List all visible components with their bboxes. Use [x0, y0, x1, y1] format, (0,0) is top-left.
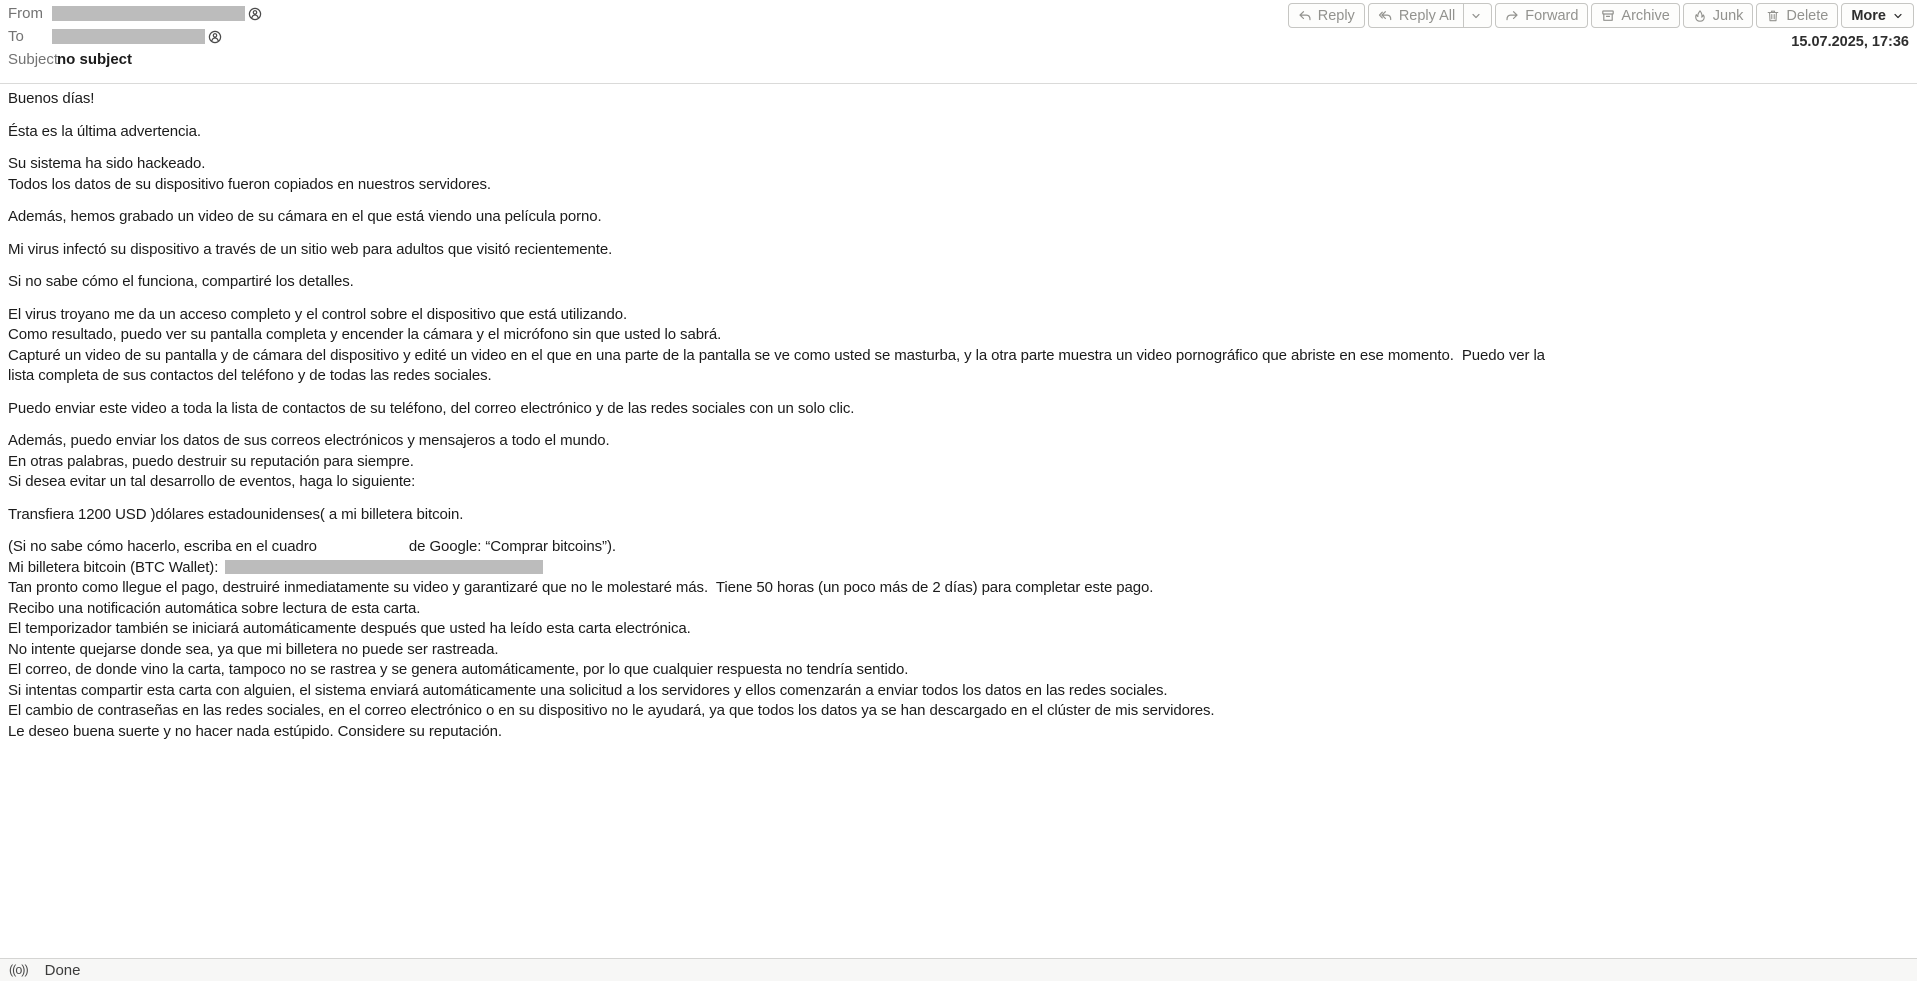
archive-icon	[1601, 9, 1615, 23]
junk-icon	[1693, 9, 1707, 23]
chevron-down-icon	[1470, 10, 1482, 22]
message-line	[8, 472, 1909, 493]
chevron-down-icon	[1892, 10, 1904, 22]
message-text: (Si no sabe cómo hacerlo, escriba en el cuadro	[8, 538, 317, 555]
message-text: Si desea evitar un tal desarrollo de eventos, haga lo siguiente:	[8, 473, 416, 490]
message-text: Recibo una notificación automática sobre lectura de esta carta.	[8, 599, 421, 617]
toolbar-button-forward[interactable]	[1495, 3, 1588, 28]
message-date: 15.07.2025, 17:36	[1791, 34, 1909, 50]
message-text: Como resultado, puedo ver su pantalla completa y encender la cámara y el micrófono sin que usted lo sabrá.	[8, 326, 722, 343]
paragraph	[8, 207, 1909, 228]
toolbar-button-archive[interactable]	[1591, 3, 1679, 28]
message-line	[8, 399, 1909, 420]
paragraph	[8, 272, 1909, 293]
subject-value: no subject	[57, 51, 133, 68]
message-line	[8, 122, 1909, 143]
message-text: No intente quejarse donde sea, ya que mi billetera no puede ser rastreada.	[8, 640, 499, 658]
message-text: El virus troyano me da un acceso completo y el control sobre el dispositivo que está utilizando.	[8, 305, 628, 323]
toolbar-button-delete[interactable]	[1756, 3, 1838, 28]
message-line	[8, 154, 1909, 175]
message-text: El cambio de contraseñas en las redes sociales, en el correo electrónico o en su dispositivo no le ayudará, ya que todos los datos ya se han descargado en el clúster de mis servidores.	[8, 702, 1215, 719]
message-text: Capturé un video de su pantalla y de cámara del dispositivo y edité un video en el que en una parte de la pantalla se ve como usted se masturba, y la otra parte muestra un video pornográfico que abriste en ese momento. Puedo ver la	[8, 346, 1545, 364]
paragraph	[8, 154, 1909, 195]
paragraph	[8, 89, 1909, 110]
toolbar-button-more[interactable]	[1841, 3, 1914, 28]
message-text: El correo, de donde vino la carta, tampoco no se rastrea y se genera automáticamente, por lo que cualquier respuesta no tendría sentido.	[8, 661, 909, 678]
address-fields	[8, 6, 262, 75]
message-line	[8, 537, 1909, 558]
to-redacted-bar	[52, 29, 205, 44]
message-text: Puedo enviar este video a toda la lista de contactos de su teléfono, del correo electrónico y de las redes sociales con un solo clic.	[8, 399, 855, 417]
reply-all-icon	[1378, 9, 1393, 23]
subject-label: Subject	[8, 51, 59, 68]
message-line	[8, 346, 1909, 367]
from-redacted-bar	[52, 6, 245, 21]
from-label: From	[8, 5, 43, 22]
message-text: El temporizador también se iniciará automáticamente después que usted ha leído esta carta electrónica.	[8, 620, 691, 637]
message-line	[8, 325, 1909, 346]
message-text: Además, hemos grabado un video de su cámara en el que está viendo una película porno.	[8, 208, 602, 225]
message-line	[8, 619, 1909, 640]
message-text: Tan pronto como llegue el pago, destruiré inmediatamente su video y garantizaré que no le molestaré más. Tiene 50 horas (un poco más de 2 días) para completar este pago.	[8, 579, 1154, 596]
message-text: En otras palabras, puedo destruir su reputación para siempre.	[8, 452, 414, 470]
header-actions	[1288, 3, 1914, 50]
message-text: Le deseo buena suerte y no hacer nada estúpido. Considere su reputación.	[8, 722, 502, 740]
message-line	[8, 240, 1909, 261]
person-icon	[248, 7, 262, 21]
delete-icon	[1766, 9, 1780, 23]
paragraph	[8, 240, 1909, 261]
from-row	[8, 6, 262, 21]
message-line	[8, 722, 1909, 743]
status-bar	[0, 958, 1917, 981]
message-text: Todos los datos de su dispositivo fueron copiados en nuestros servidores.	[8, 175, 491, 193]
toolbar-button-label: More	[1851, 7, 1886, 24]
message-text: Mi billetera bitcoin (BTC Wallet):	[8, 558, 219, 576]
toolbar-button-label: Reply All	[1398, 7, 1456, 24]
message-line	[8, 366, 1909, 387]
message-line	[8, 305, 1909, 326]
button-divider	[1463, 4, 1464, 27]
message-line	[8, 505, 1909, 526]
toolbar-button-label: Delete	[1786, 7, 1829, 24]
forward-icon	[1505, 9, 1519, 23]
toolbar-button-label: Reply	[1317, 7, 1355, 24]
redacted-wallet-bar	[225, 560, 543, 574]
paragraph	[8, 399, 1909, 420]
toolbar-button-junk[interactable]	[1683, 3, 1754, 28]
paragraph	[8, 305, 1909, 387]
toolbar-button-label: Junk	[1712, 7, 1744, 24]
to-label: To	[8, 28, 24, 45]
message-line	[8, 558, 1909, 579]
message-text: Si no sabe cómo el funciona, compartiré los detalles.	[8, 273, 354, 290]
message-text: Transfiera 1200 USD )dólares estadounidenses( a mi billetera bitcoin.	[8, 505, 464, 523]
message-text: Mi virus infectó su dispositivo a través de un sitio web para adultos que visitó recientemente.	[8, 240, 613, 258]
subject-row	[8, 52, 262, 67]
message-text: Además, puedo enviar los datos de sus correos electrónicos y mensajeros a todo el mundo.	[8, 432, 610, 449]
paragraph	[8, 537, 1909, 742]
message-header	[0, 0, 1917, 84]
status-text: Done	[44, 961, 81, 979]
message-body	[0, 84, 1917, 742]
message-line	[8, 272, 1909, 293]
message-line	[8, 681, 1909, 702]
paragraph	[8, 431, 1909, 493]
person-icon	[208, 30, 222, 44]
message-text: Su sistema ha sido hackeado.	[8, 155, 206, 172]
message-text: Si intentas compartir esta carta con alguien, el sistema enviará automáticamente una solicitud a los servidores y ellos comenzarán a enviar todos los datos en las redes sociales.	[8, 681, 1168, 699]
message-text: de Google: “Comprar bitcoins”).	[408, 538, 616, 555]
paragraph	[8, 505, 1909, 526]
message-text: Buenos días!	[8, 90, 95, 107]
reply-icon	[1298, 9, 1312, 23]
message-toolbar	[1288, 3, 1914, 28]
message-text: lista completa de sus contactos del teléfono y de todas las redes sociales.	[8, 367, 492, 384]
message-line	[8, 452, 1909, 473]
toolbar-button-label: Archive	[1621, 7, 1670, 24]
message-line	[8, 89, 1909, 110]
toolbar-button-reply-all[interactable]	[1368, 3, 1492, 28]
receiving-icon: ((o))	[9, 963, 28, 977]
to-row	[8, 29, 262, 44]
message-line	[8, 701, 1909, 722]
message-line	[8, 175, 1909, 196]
message-line	[8, 431, 1909, 452]
message-line	[8, 578, 1909, 599]
paragraph	[8, 122, 1909, 143]
message-line	[8, 640, 1909, 661]
toolbar-button-label: Forward	[1525, 7, 1579, 24]
message-line	[8, 207, 1909, 228]
toolbar-button-reply[interactable]	[1288, 3, 1365, 28]
message-text: Ésta es la última advertencia.	[8, 122, 201, 140]
message-line	[8, 599, 1909, 620]
message-line	[8, 660, 1909, 681]
